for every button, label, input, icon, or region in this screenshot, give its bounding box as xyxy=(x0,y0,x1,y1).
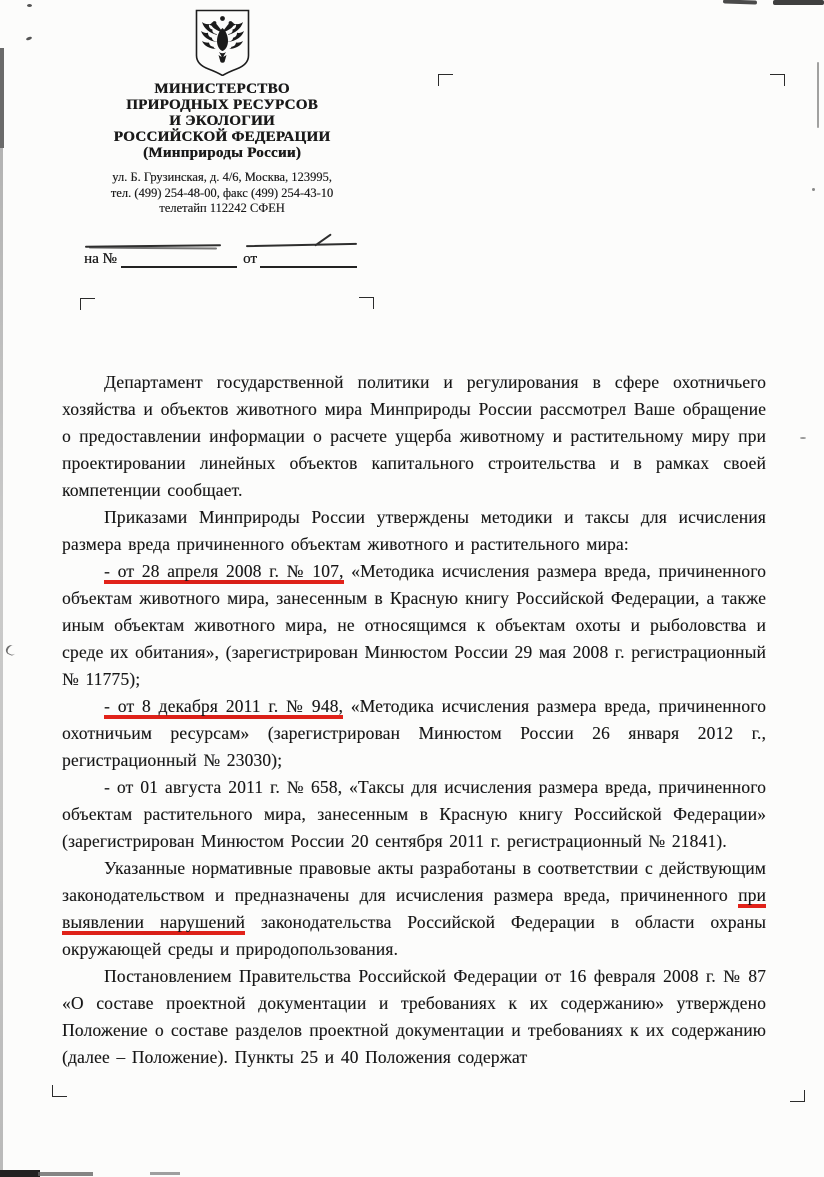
crop-mark-bottom-right xyxy=(790,1090,805,1102)
ref-date-blank-line xyxy=(260,266,357,268)
scan-smudge-bottom-dash xyxy=(150,1172,180,1175)
coat-of-arms-icon xyxy=(194,8,251,76)
address-line: ул. Б. Грузинская, д. 4/6, Москва, 123995, xyxy=(112,170,332,184)
ministry-name-line: МИНИСТЕРСТВО xyxy=(154,81,290,97)
handwritten-line xyxy=(89,247,217,250)
scan-smudge-top-right-2 xyxy=(773,0,824,5)
crop-mark-address-left xyxy=(80,298,95,310)
ref-date-label: от xyxy=(243,251,257,267)
ministry-name-line: РОССИЙСКОЙ ФЕДЕРАЦИИ xyxy=(113,129,331,145)
paragraph-legal-acts xyxy=(62,855,766,963)
paragraph-text: Департамент государственной политики и регулирования в сфере охотничьего хозяйства и объектов животного мира Минприроды России рассмотрел Ваше обращение о предоставлении информации о расчете ущерба животному и растительному миру при проектировании линейных объектов капитального строительства и в рамках своей компетенции сообщает. xyxy=(62,372,766,500)
crop-mark-bottom-left xyxy=(52,1085,67,1097)
paragraph-order-948 xyxy=(62,693,766,774)
letterhead xyxy=(60,8,384,217)
crop-mark-top-right xyxy=(770,74,785,86)
ministry-name-line: ПРИРОДНЫХ РЕСУРСОВ xyxy=(126,97,318,113)
ref-number-label: на № xyxy=(84,251,117,267)
red-underline-annotation: - от 8 декабря 2011 г. № 948, xyxy=(104,696,343,719)
ministry-short-name: (Минприроды России) xyxy=(142,145,302,161)
paragraph-resolution-87 xyxy=(62,963,766,1071)
letter-body xyxy=(62,369,766,1071)
scan-speck xyxy=(27,4,32,7)
paragraph-intro xyxy=(62,369,766,504)
paragraph-text: «Методика исчисления размера вреда, причиненного охотничьим ресурсам» (зарегистрирован Минюстом России 26 января 2012 г., регистрационный № 23030); xyxy=(62,696,766,770)
scan-smudge-bottom-bar xyxy=(0,1170,40,1177)
red-underline-annotation: при выявлении нарушений xyxy=(62,885,766,935)
scan-speck xyxy=(26,36,33,41)
scan-speck xyxy=(812,188,815,191)
paragraph-order-658 xyxy=(62,774,766,855)
address-line: телетайп 112242 СФЕН xyxy=(159,201,285,215)
scan-edge-line-right xyxy=(817,62,819,128)
ref-number-blank-line xyxy=(121,266,237,268)
scan-edge-line-left-dark xyxy=(0,48,4,148)
paragraph-text: Приказами Минприроды России утверждены методики и таксы для исчисления размера вреда причиненного объектам животного и растительного мира: xyxy=(62,507,766,554)
red-underline-annotation: - от 28 апреля 2008 г. № 107, xyxy=(104,561,344,584)
paragraph-text: «Методика исчисления размера вреда, причиненного объектам животного мира, занесенным в Красную книгу Российской Федерации, а также иным объектам животного мира, не относящимся к объектам охоты и рыболовства и среде их обитания», (зарегистрирован Минюстом России 29 мая 2008 г. регистрационный № 11775); xyxy=(62,561,766,689)
ministry-name-line: И ЭКОЛОГИИ xyxy=(169,113,275,129)
paragraph-text: - от 01 августа 2011 г. № 658, «Таксы для исчисления размера вреда, причиненного объектам растительного мира, занесенным в Красную книгу Российской Федерации» (зарегистрирован Минюстом России 20 сентября 2011 г. регистрационный № 21841). xyxy=(62,777,766,851)
paragraph-text: законодательства Российской Федерации в области охраны окружающей среды и природопользования. xyxy=(62,912,767,959)
paragraph-orders-lead xyxy=(62,504,766,558)
crop-mark-top-left xyxy=(438,74,453,86)
ministry-address xyxy=(60,170,384,217)
scan-speck xyxy=(800,437,806,439)
address-line: тел. (499) 254-48-00, факс (499) 254-43-10 xyxy=(110,185,334,200)
crop-mark-address-right xyxy=(359,297,374,309)
ministry-name xyxy=(60,81,384,161)
paragraph-order-107 xyxy=(62,558,766,693)
paragraph-text: Указанные нормативные правовые акты разработаны в соответствии с действующим законодательством и предназначены для исчисления размера вреда, причиненного xyxy=(62,858,766,905)
handwritten-line xyxy=(246,243,357,247)
paragraph-text: Постановлением Правительства Российской Федерации от 16 февраля 2008 г. № 87 «О составе проектной документации и требованиях к их содержанию» утверждено Положение о составе разделов проектной документации и требованиях к их содержанию (далее – Положение). Пункты 25 и 40 Положения содержат xyxy=(62,966,766,1067)
scan-smudge-top-right-1 xyxy=(723,0,757,5)
scan-edge-line-left xyxy=(0,145,3,1177)
scan-smudge-bottom-gray xyxy=(38,1172,93,1176)
scan-squiggle-left-margin xyxy=(4,643,17,656)
